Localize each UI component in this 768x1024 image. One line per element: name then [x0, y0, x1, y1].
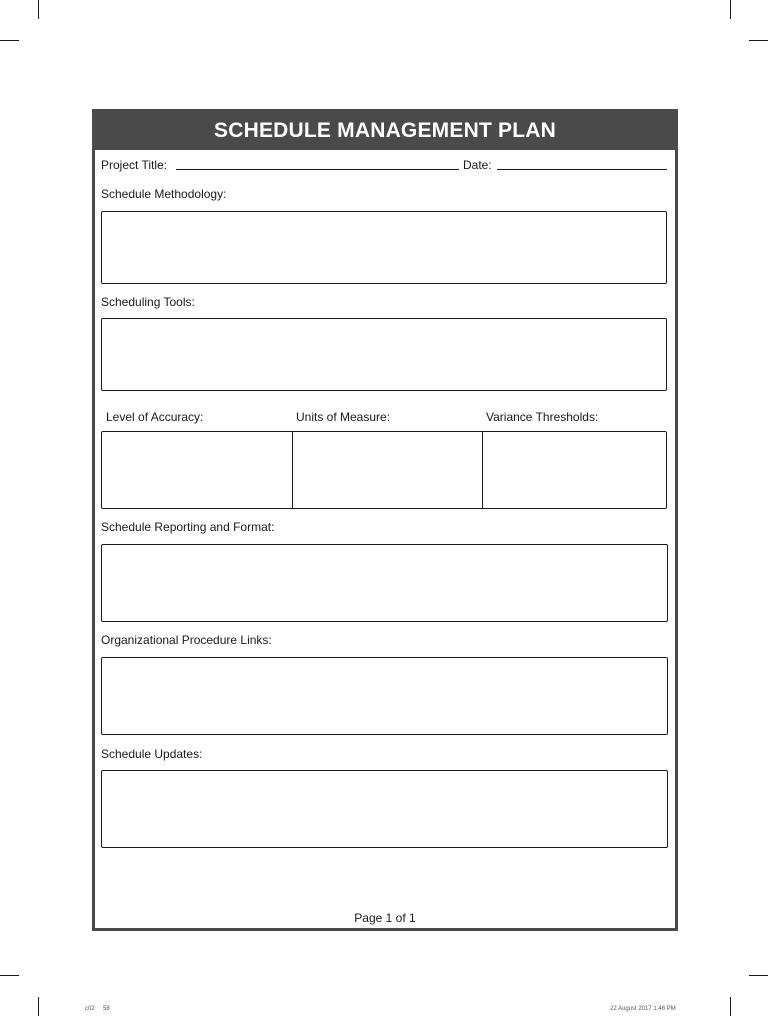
schedule-updates-label: Schedule Updates: — [101, 747, 203, 761]
crop-mark-top-right — [730, 0, 731, 19]
date-field[interactable] — [497, 169, 667, 170]
variance-thresholds-label: Variance Thresholds: — [486, 410, 599, 424]
units-of-measure-label: Units of Measure: — [296, 410, 391, 424]
crop-mark-top-left-h — [0, 40, 19, 41]
scheduling-tools-label: Scheduling Tools: — [101, 295, 195, 309]
schedule-reporting-box[interactable] — [101, 544, 668, 622]
footer-page: 58 — [103, 1006, 110, 1012]
org-procedure-links-box[interactable] — [101, 657, 668, 735]
crop-mark-bottom-right — [730, 997, 731, 1016]
footer-timestamp: 22 August 2017 1:46 PM — [610, 1006, 676, 1012]
project-title-label: Project Title: — [101, 158, 168, 172]
schedule-management-plan-form — [92, 109, 678, 931]
crop-mark-bottom-left-h — [0, 975, 19, 976]
level-of-accuracy-label: Level of Accuracy: — [106, 410, 204, 424]
units-of-measure-box[interactable] — [292, 432, 482, 508]
project-title-field[interactable] — [176, 169, 459, 170]
schedule-methodology-box[interactable] — [101, 211, 667, 284]
crop-mark-top-right-h — [749, 40, 768, 41]
level-of-accuracy-box[interactable] — [102, 432, 292, 508]
crop-mark-bottom-left — [38, 997, 39, 1016]
crop-mark-top-left — [38, 0, 39, 19]
date-label: Date: — [463, 158, 492, 172]
org-procedure-links-label: Organizational Procedure Links: — [101, 633, 272, 647]
accuracy-units-variance-boxes — [101, 431, 667, 509]
schedule-methodology-label: Schedule Methodology: — [101, 187, 227, 201]
schedule-reporting-label: Schedule Reporting and Format: — [101, 520, 275, 534]
form-title: SCHEDULE MANAGEMENT PLAN — [95, 112, 675, 150]
variance-thresholds-box[interactable] — [482, 432, 666, 508]
crop-mark-bottom-right-h — [749, 975, 768, 976]
page-number: Page 1 of 1 — [354, 911, 416, 925]
schedule-updates-box[interactable] — [101, 770, 668, 848]
footer-file-code: c02 — [85, 1006, 95, 1012]
scheduling-tools-box[interactable] — [101, 318, 667, 391]
